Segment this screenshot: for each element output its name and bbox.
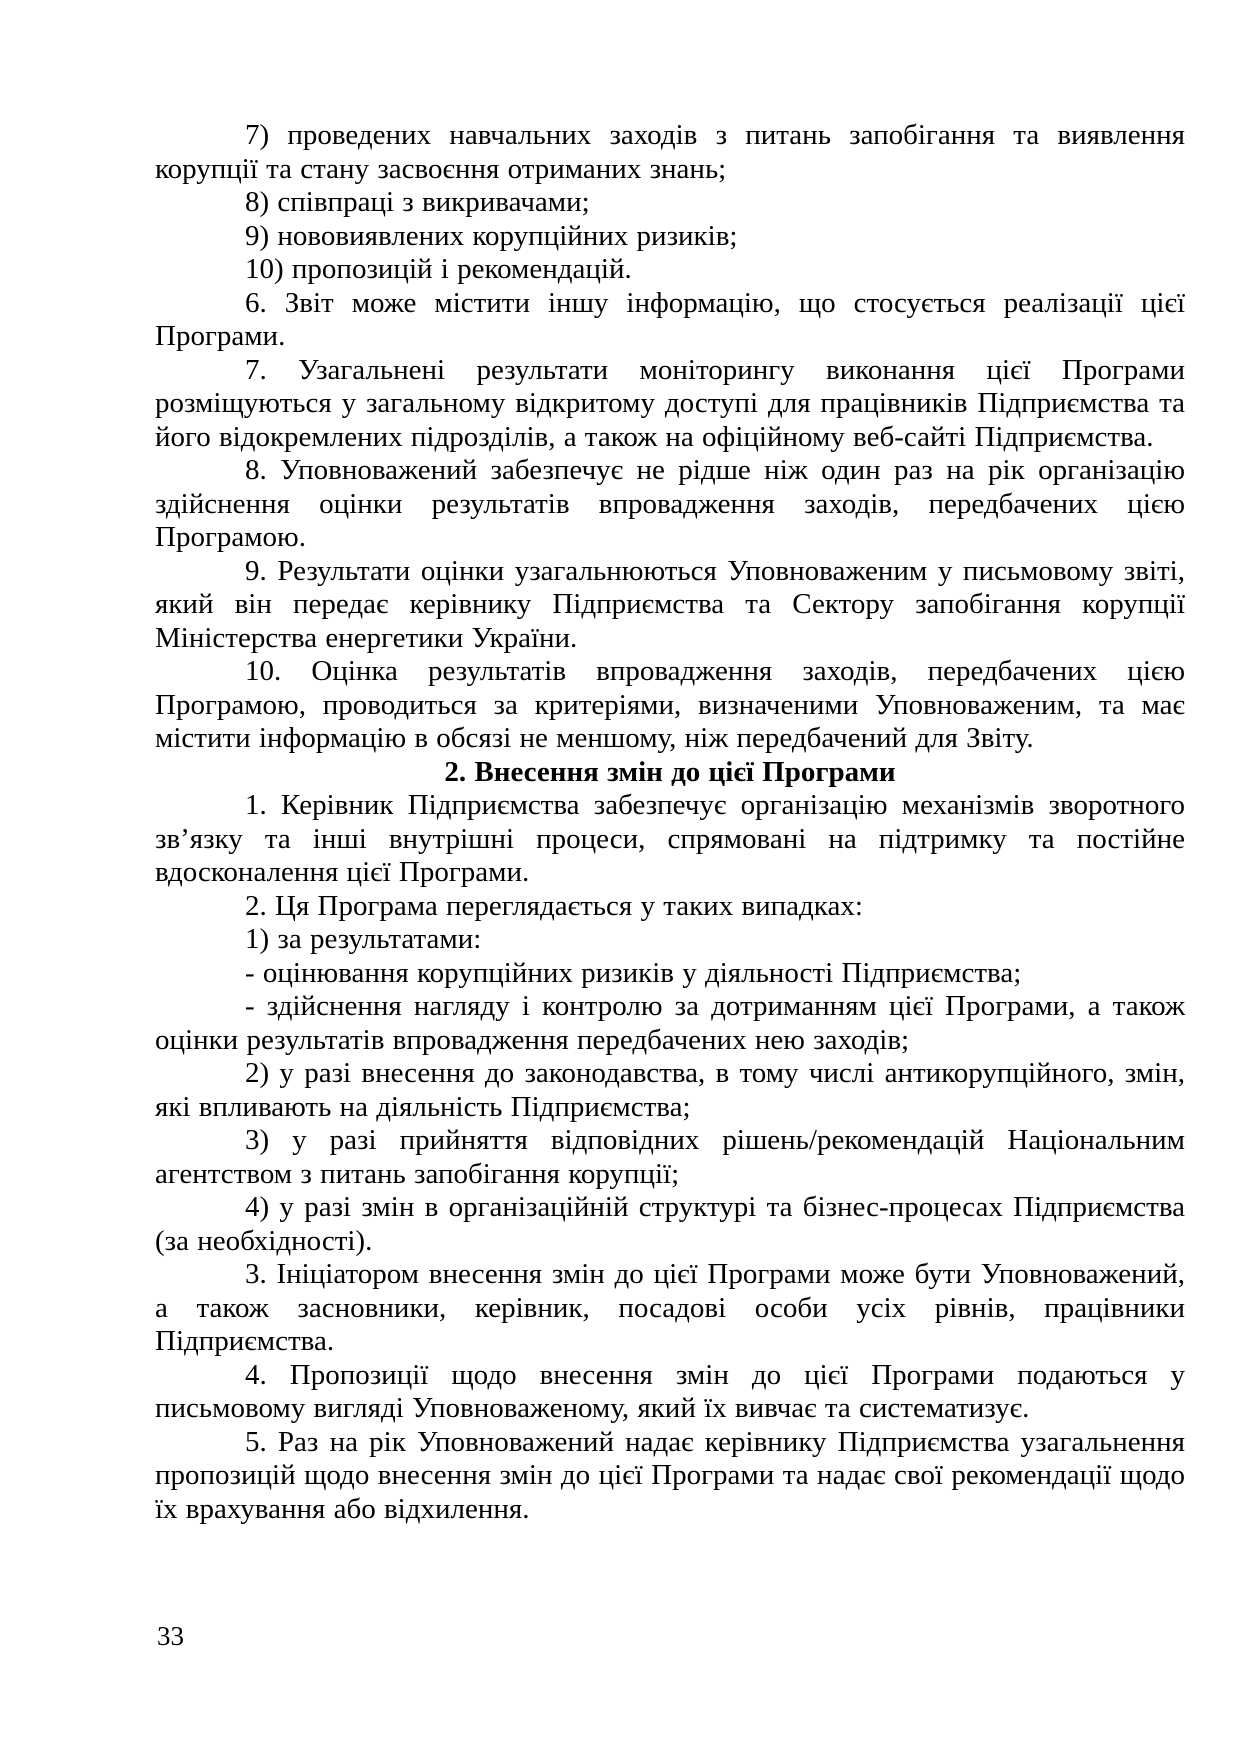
paragraph: 7) проведених навчальних заходів з питань запобігання та виявлення корупції та стану засвоєння отриманих знань; [155, 119, 1185, 185]
paragraph: 1. Керівник Підприємства забезпечує організацію механізмів зворотного зв’язку та інші внутрішні процеси, спрямовані на підтримку та постійне вдосконалення цієї Програми. [155, 789, 1185, 888]
paragraph: 10) пропозицій і рекомендацій. [245, 253, 632, 285]
paragraph: 2) у разі внесення до законодавства, в тому числі антикорупційного, змін, які впливають на діяльність Підприємства; [155, 1057, 1185, 1123]
paragraph: 3. Ініціатором внесення змін до цієї Програми може бути Уповноважений, а також засновники, керівник, посадові особи усіх рівнів, працівники Підприємства. [155, 1258, 1185, 1357]
paragraph: 1) за результатами: [245, 923, 482, 955]
paragraph: 9) нововиявлених корупційних ризиків; [245, 219, 738, 252]
paragraph: - здійснення нагляду і контролю за дотриманням цієї Програми, а також оцінки результатів впровадження передбачених нею заходів; [155, 990, 1185, 1056]
paragraph: 10. Оцінка результатів впровадження заходів, передбачених цією Програмою, проводиться за критеріями, визначеними Уповноваженим, та має містити інформацію в обсязі не меншому, ніж передбачений для Звіту. [155, 655, 1185, 754]
paragraph: 3) у разі прийняття відповідних рішень/рекомендацій Національним агентством з питань запобігання корупції; [155, 1124, 1185, 1190]
section-heading: 2. Внесення змін до цієї Програми [444, 755, 896, 788]
paragraph: 5. Раз на рік Уповноважений надає керівнику Підприємства узагальнення пропозицій щодо внесення змін до цієї Програми та надає свої рекомендації щодо їх врахування або відхилення. [155, 1425, 1185, 1525]
paragraph: 7. Узагальнені результати моніторингу виконання цієї Програми розміщуються у загальному відкритому доступі для працівників Підприємства та його відокремлених підрозділів, а також на офіційному веб-сайті Підприємства. [155, 353, 1185, 453]
page-number: 33 [157, 1621, 184, 1651]
paragraph: 4) у разі змін в організаційній структурі та бізнес-процесах Підприємства (за необхідності). [155, 1191, 1185, 1257]
document-content [155, 119, 1185, 1526]
paragraph: 8. Уповноважений забезпечує не рідше ніж один раз на рік організацію здійснення оцінки результатів впровадження заходів, передбачених цією Програмою. [155, 454, 1185, 553]
paragraph: 8) співпраці з викривачами; [245, 186, 590, 218]
paragraph: 6. Звіт може містити іншу інформацію, що стосується реалізації цієї Програми. [155, 286, 1185, 352]
paragraph: 2. Ця Програма переглядається у таких випадках: [245, 889, 863, 922]
paragraph: 4. Пропозиції щодо внесення змін до цієї Програми подаються у письмовому вигляді Уповноваженому, який їх вивчає та систематизує. [155, 1358, 1185, 1424]
paragraph: - оцінювання корупційних ризиків у діяльності Підприємства; [245, 956, 1022, 989]
paragraph: 9. Результати оцінки узагальнюються Уповноваженим у письмовому звіті, який він передає керівнику Підприємства та Сектору запобігання корупції Міністерства енергетики України. [155, 554, 1185, 654]
